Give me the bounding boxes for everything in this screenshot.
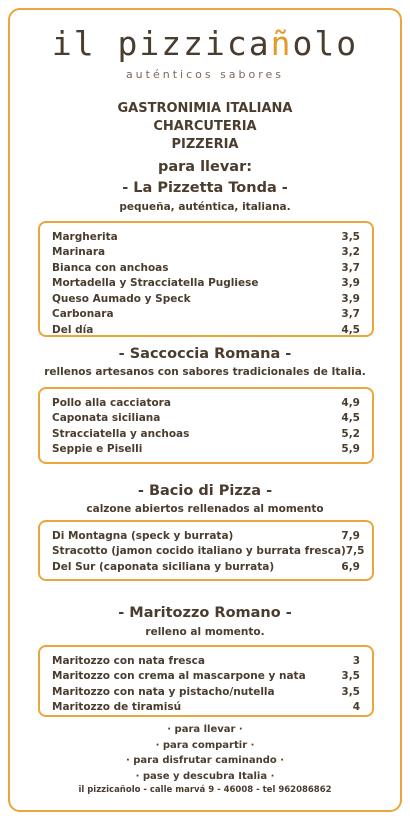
item-name: Stracciatella y anchoas	[52, 427, 190, 440]
item-price: 3,7	[341, 261, 360, 274]
section-title-bacio: - Bacio di Pizza -	[137, 483, 273, 499]
menu-item	[52, 322, 360, 338]
item-name: Bianca con anchoas	[52, 261, 169, 274]
item-price: 3,9	[341, 277, 360, 290]
logo-text-end: olo	[292, 24, 359, 63]
slogan-line: · para disfrutar caminando ·	[125, 755, 285, 766]
item-name: Maritozzo con nata y pistacho/nutella	[52, 685, 275, 698]
menu-item	[52, 426, 360, 442]
heading-line: PIZZERIA	[171, 137, 239, 152]
slogan-line: · para llevar ·	[167, 724, 243, 735]
menu-item	[52, 669, 360, 685]
item-name: Caponata siciliana	[52, 412, 161, 425]
item-name: Stracotto (jamon cocido italiano y burrata fresca)	[52, 545, 346, 558]
item-price: 7,9	[341, 529, 360, 542]
item-name: Maritozzo con crema al mascarpone y nata	[52, 670, 306, 683]
item-price: 3,9	[341, 292, 360, 305]
section-title-pizzetta: - La Pizzetta Tonda -	[122, 180, 288, 196]
item-price: 3,2	[341, 246, 360, 259]
item-name: Marinara	[52, 246, 106, 259]
item-price: 3,5	[341, 685, 360, 698]
section-subtitle-maritozzo: relleno al momento.	[145, 626, 265, 638]
item-price: 5,2	[341, 427, 360, 440]
item-price: 7,5	[345, 545, 365, 558]
menu-box-maritozzo	[38, 645, 374, 717]
item-price: 4,5	[341, 323, 360, 336]
item-price: 4,5	[341, 412, 360, 425]
menu-item	[52, 544, 365, 560]
para-llevar-heading: para llevar:	[157, 159, 253, 175]
item-name: Del Sur (caponata siciliana y burrata)	[52, 560, 275, 573]
item-name: Maritozzo con nata fresca	[52, 654, 205, 667]
item-name: Maritozzo de tiramisú	[52, 701, 182, 714]
item-price: 6,9	[341, 560, 360, 573]
item-price: 3,5	[341, 230, 360, 243]
menu-item	[52, 260, 360, 276]
logo-text-start: il pizzica	[51, 24, 271, 63]
heading-line: CHARCUTERIA	[153, 119, 257, 134]
section-title-saccoccia: - Saccoccia Romana -	[118, 346, 292, 362]
section-subtitle-saccoccia: rellenos artesanos con sabores tradicionales de Italia.	[44, 366, 366, 378]
item-name: Seppie e Piselli	[52, 443, 143, 456]
logo	[0, 24, 410, 63]
menu-item	[52, 395, 360, 411]
menu-item	[52, 684, 360, 700]
menu-item	[52, 229, 360, 245]
item-price: 3,7	[341, 308, 360, 321]
header-block	[0, 100, 410, 154]
item-name: Pollo alla cacciatora	[52, 396, 171, 409]
section-subtitle-pizzetta: pequeña, auténtica, italiana.	[119, 201, 291, 213]
item-price: 3	[352, 654, 360, 667]
item-name: Queso Aumado y Speck	[52, 292, 191, 305]
menu-item	[52, 245, 360, 261]
item-name: Mortadella y Stracciatella Pugliese	[52, 277, 259, 290]
section-title-maritozzo: - Maritozzo Romano -	[118, 605, 292, 621]
slogan-line: · pase y descubra Italia ·	[135, 770, 275, 782]
menu-box-pizzetta	[38, 221, 374, 337]
menu-item	[52, 559, 360, 575]
item-name: Margherita	[52, 230, 118, 243]
menu-box-bacio	[38, 520, 374, 581]
item-price: 4	[352, 701, 360, 714]
menu-item	[52, 276, 360, 292]
item-price: 5,9	[341, 443, 360, 456]
menu-item	[52, 653, 360, 669]
menu-item	[52, 307, 360, 323]
item-price: 4,9	[341, 396, 360, 409]
footer-slogans	[0, 722, 410, 784]
menu-item	[52, 700, 360, 716]
menu-item	[52, 291, 360, 307]
logo-letter-n: ñ	[270, 24, 293, 63]
tagline: auténticos sabores	[125, 68, 285, 81]
section-subtitle-bacio: calzone abiertos rellenados al momento	[86, 503, 324, 515]
menu-item	[52, 411, 360, 427]
slogan-line: · para compartir ·	[155, 739, 255, 751]
item-name: Carbonara	[52, 308, 114, 321]
item-name: Del día	[52, 323, 94, 336]
address-line: il pizzicañolo - calle marvá 9 - 46008 - tel 962086862	[78, 785, 332, 795]
heading-line: GASTRONIMIA ITALIANA	[117, 101, 293, 116]
menu-item	[52, 442, 360, 458]
item-name: Di Montagna (speck y burrata)	[52, 529, 234, 542]
item-price: 3,5	[341, 670, 360, 683]
menu-item	[52, 528, 360, 544]
menu-box-saccoccia	[38, 387, 374, 464]
